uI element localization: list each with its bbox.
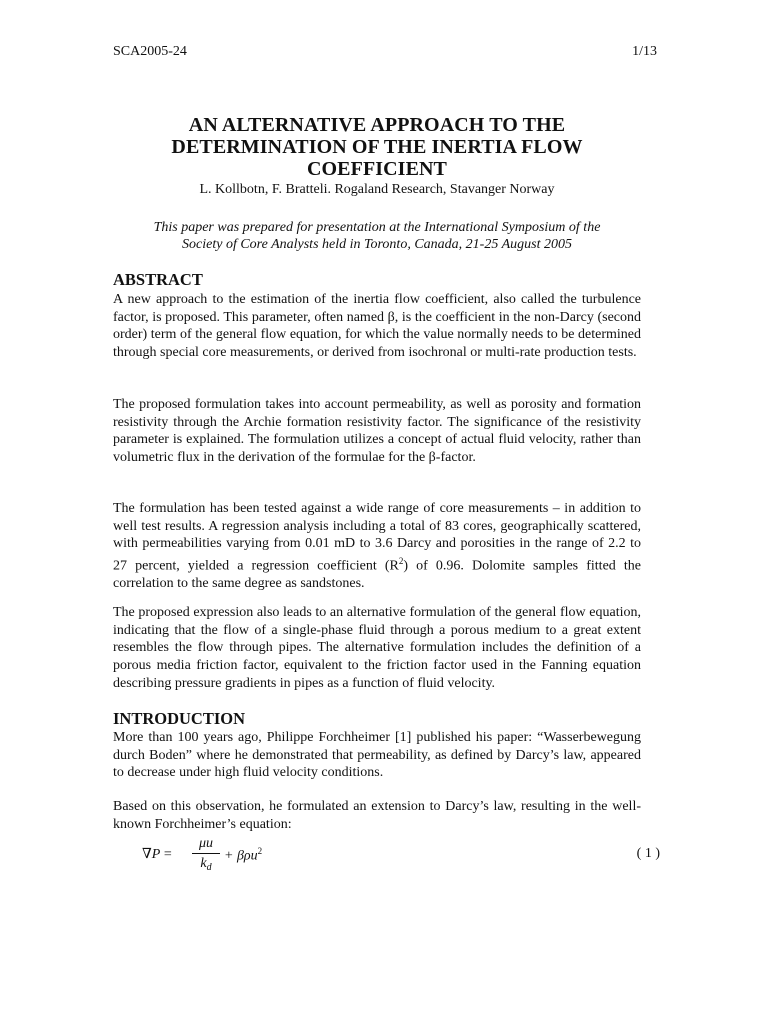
title-line-1: AN ALTERNATIVE APPROACH TO THE	[188, 114, 566, 136]
nabla-symbol: ∇	[142, 847, 152, 862]
pressure-variable: P	[151, 847, 161, 862]
fraction-denominator	[192, 856, 220, 876]
abstract-paragraph-2: The proposed formulation takes into account permeability, as well as porosity and formation resistivity through the Archie formation resistivity factor. The significance of the resistivity parameter is explained. The formulation utilizes a concept of actual fluid velocity, rather than volumetric flux in the derivation of the formulae for the β-factor.	[113, 397, 641, 466]
equation-fraction	[192, 836, 220, 876]
abstract-paragraph-1: A new approach to the estimation of the inertia flow coefficient, also called the turbulence factor, is proposed. This parameter, often named β, is the coefficient in the non-Darcy (second order) term of the general flow equation, for which the value normally needs to be determined through special core measurements, or derived from isochronal or multi-rate production tests.	[113, 292, 641, 361]
denominator-variable: k	[200, 856, 207, 871]
introduction-heading: INTRODUCTION	[113, 709, 246, 728]
title-line-2: DETERMINATION OF THE INERTIA FLOW	[171, 136, 583, 158]
presentation-note-line-2: Society of Core Analysts held in Toronto, Canada, 21-25 August 2005	[182, 237, 572, 252]
equation-lhs	[142, 846, 172, 863]
abstract-paragraph-4: The proposed expression also leads to an alternative formulation of the general flow equation, indicating that the flow of a single-phase fluid through a porous medium to a great extent resembles the flow through pipes. The alternative formulation includes the definition of a porous media friction factor, equivalent to the friction factor used in the Fanning equation describing pressure gradients in pipes as a function of fluid velocity.	[113, 605, 641, 691]
r-squared-superscript: 2	[398, 556, 404, 567]
authors: L. Kollbotn, F. Bratteli. Rogaland Research, Stavanger Norway	[199, 182, 555, 197]
forchheimer-equation	[142, 836, 662, 876]
velocity-exponent: 2	[257, 846, 263, 856]
page-number: 1/13	[632, 44, 657, 59]
denominator-subscript: d	[206, 862, 212, 873]
equals-sign: =	[160, 847, 172, 862]
paper-id: SCA2005-24	[113, 44, 187, 59]
equation-rhs	[224, 846, 262, 865]
abstract-paragraph-3-text-end: ) of 0.96. Dolomite samples fitted the correlation to the same degree as sandstones.	[113, 558, 641, 592]
abstract-heading: ABSTRACT	[113, 270, 203, 289]
presentation-note	[113, 219, 641, 253]
paper-title	[113, 114, 641, 180]
equation-number: ( 1 )	[636, 846, 660, 861]
abstract-paragraph-3	[113, 500, 641, 593]
introduction-paragraph-2: Based on this observation, he formulated an extension to Darcy’s law, resulting in the well-known Forchheimer’s equation:	[113, 799, 641, 832]
introduction-paragraph-1: More than 100 years ago, Philippe Forchheimer [1] published his paper: “Wasserbewegung durch Boden” where he demonstrated that permeability, as defined by Darcy’s law, appeared to decrease under high fluid velocity conditions.	[113, 730, 641, 781]
inertia-term: + βρu	[224, 848, 258, 864]
fraction-numerator: μu	[198, 836, 214, 851]
fraction-bar	[192, 853, 220, 854]
presentation-note-line-1: This paper was prepared for presentation at the International Symposium of the	[153, 220, 601, 235]
abstract-paragraph-3-text: The formulation has been tested against a wide range of core measurements – in addition to well test results. A regression analysis including a total of 83 cores, geographically scattered, with permeabilities varying from 0.01 mD to 3.6 Darcy and porosities in the range of 2.2 to 27 percent, yielded a regression coefficient (R	[113, 501, 641, 574]
title-line-3: COEFFICIENT	[306, 158, 447, 180]
